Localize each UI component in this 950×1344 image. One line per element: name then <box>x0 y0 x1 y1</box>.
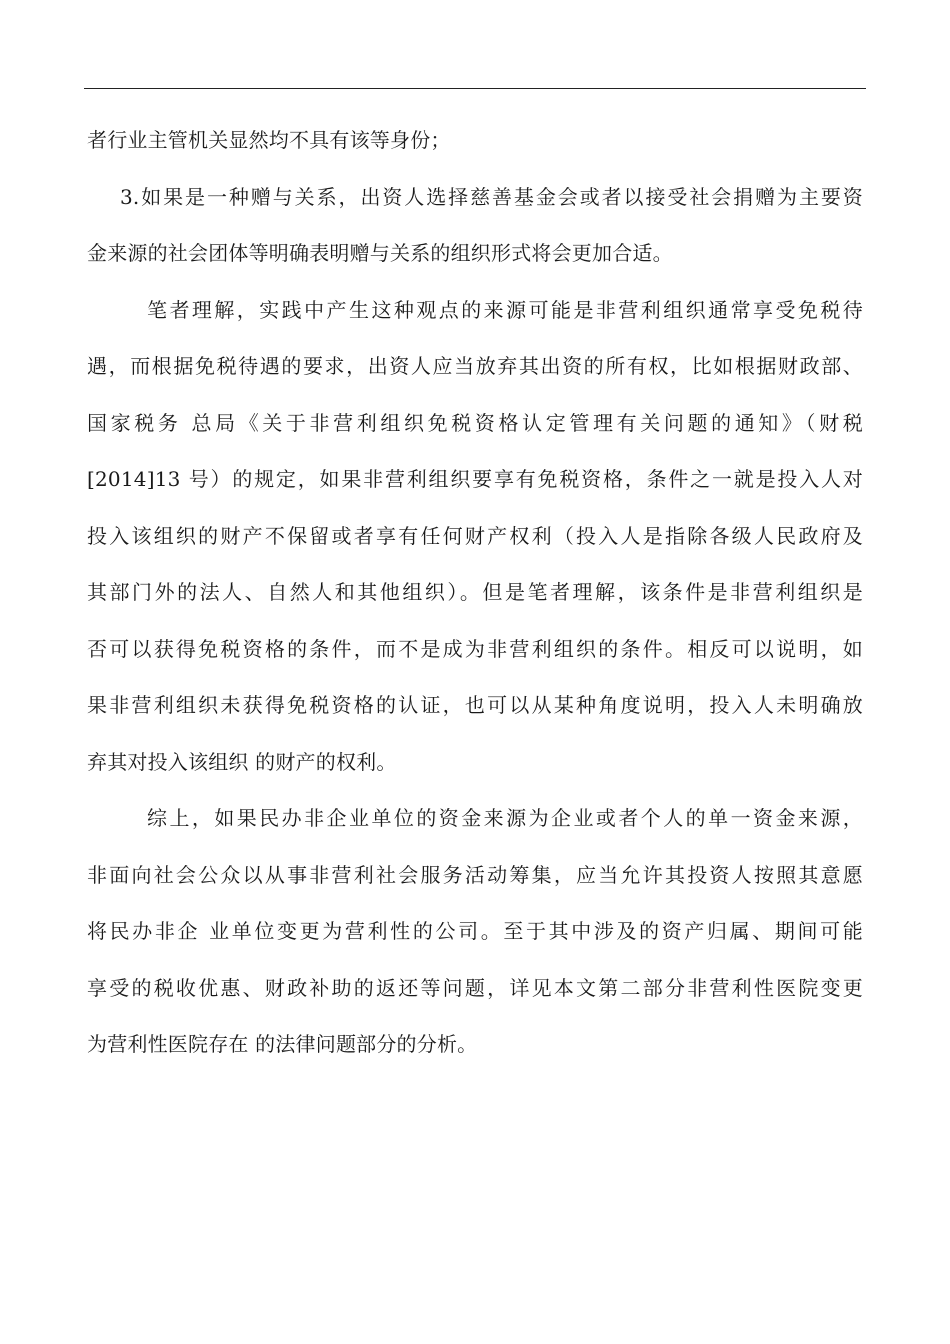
text-line: 投入该组织的财产不保留或者享有任何财产权利（投入人是指除各级人民政府及 <box>87 523 863 548</box>
text-line: 遇，而根据免税待遇的要求，出资人应当放弃其出资的所有权，比如根据财政部、 <box>87 354 863 378</box>
text-line: 其部门外的法人、自然人和其他组织）。但是笔者理解，该条件是非营利组织是 <box>87 580 863 604</box>
text-line: 者行业主管机关显然均不具有该等身份； <box>87 128 451 152</box>
text-line: 果非营利组织未获得免税资格的认证，也可以从某种角度说明，投入人未明确放 <box>87 693 863 717</box>
text-line: 将民办非企 业单位变更为营利性的公司。至于其中涉及的资产归属、期间可能 <box>87 919 863 943</box>
text-line: 非面向社会公众以从事非营利社会服务活动筹集，应当允许其投资人按照其意愿 <box>87 862 863 887</box>
text-line: 享受的税收优惠、财政补助的返还等问题，详见本文第二部分非营利性医院变更 <box>87 975 863 1000</box>
text-line: 3.如果是一种赠与关系，出资人选择慈善基金会或者以接受社会捐赠为主要资 <box>120 184 863 209</box>
text-line: 否可以获得免税资格的条件，而不是成为非营利组织的条件。相反可以说明，如 <box>87 636 863 661</box>
text-line: 为营利性医院存在 的法律问题部分的分析。 <box>87 1032 478 1056</box>
text-line: [2014]13 号）的规定，如果非营利组织要享有免税资格，条件之一就是投入人对 <box>87 467 863 491</box>
document-body <box>87 112 863 1073</box>
text-line: 金来源的社会团体等明确表明赠与关系的组织形式将会更加合适。 <box>87 241 673 265</box>
text-line: 笔者理解，实践中产生这种观点的来源可能是非营利组织通常享受免税待 <box>147 297 863 322</box>
text-line: 综上，如果民办非企业单位的资金来源为企业或者个人的单一资金来源， <box>147 806 863 830</box>
text-line: 国家税务 总局《关于非营利组织免税资格认定管理有关问题的通知》（财税 <box>87 410 863 435</box>
header-rule <box>84 88 866 89</box>
text-line: 弃其对投入该组织 的财产的权利。 <box>87 749 397 774</box>
